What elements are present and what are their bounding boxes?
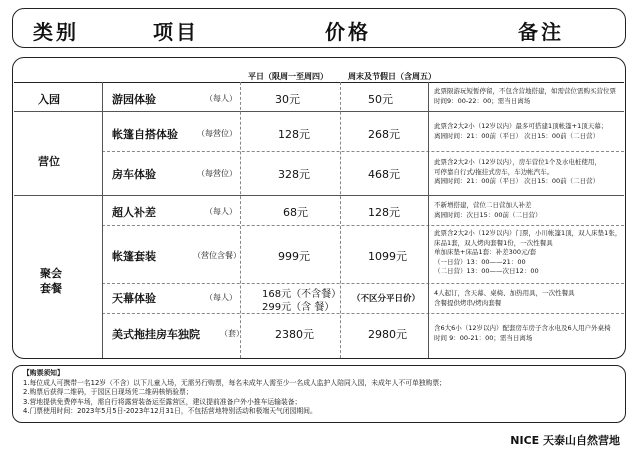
table-divider [102, 283, 624, 284]
item-unit: （每人） [205, 207, 237, 216]
header-category: 类别 [33, 20, 79, 44]
table-divider [240, 82, 241, 358]
price-weekday: 2380元 [275, 328, 314, 341]
price-weekend: 2980元 [368, 328, 407, 341]
purchase-notice [12, 365, 626, 423]
price-weekend: 268元 [368, 128, 400, 141]
category-camp: 营位 [38, 155, 60, 168]
item-unit: （每营位） [197, 169, 237, 178]
notice-line: 3.营地提供免费停车场，需自行将露营装备运至露营区，建议提前准备户外小推车运输装备； [23, 397, 302, 406]
item-name: 超人补差 [112, 206, 156, 219]
category-package: 聚会 套餐 [40, 267, 62, 295]
price-weekday: 68元 [283, 206, 308, 219]
item-name: 帐篷套装 [112, 250, 156, 263]
table-divider [428, 82, 429, 358]
row-note: 含6大6小（12岁以内）配套房车房子含水电及6人用户外桌椅 时间 9：00-21：00；需当日离场 [434, 324, 611, 342]
category-entry: 入园 [38, 93, 60, 106]
notice-line: 1.每位成人可携带一名12岁（不含）以下儿童入场，无需另行购票，每名未成年人需至少一名成人监护人陪同入园，未成年人不可单独购票； [23, 378, 446, 387]
item-unit: （每营位） [197, 129, 237, 138]
item-name: 帐篷自搭体验 [112, 128, 178, 141]
table-divider [340, 82, 341, 358]
subheader-weekend: 周末及节假日（含周五） [348, 72, 436, 81]
item-unit: （营位含餐） [193, 251, 241, 260]
price-weekday: 168元（不含餐） [262, 289, 342, 300]
brand-name: NICE 天泰山自然营地 [510, 434, 620, 447]
header-note: 备注 [518, 20, 564, 44]
notice-line: 4.门票使用时间：2023年5月5日-2023年12月31日，不包括营地特别活动和极端天气闭园期间。 [23, 407, 317, 416]
notice-line: 2.购票后获得二维码，于园区日现场凭二维码核销验票； [23, 388, 193, 397]
price-weekend: 1099元 [368, 250, 407, 263]
price-weekend: （不区分平日价） [352, 294, 421, 304]
table-divider [14, 111, 624, 112]
table-divider [14, 82, 624, 83]
price-weekday: 30元 [275, 93, 300, 106]
notice-title: 【购票须知】 [23, 369, 64, 377]
table-divider [102, 313, 624, 314]
row-note: 4人起订，含天幕、桌椅、加热用具，一次性餐具 含餐提供烤串/烤肉套餐 [434, 289, 575, 307]
item-name: 天幕体验 [112, 292, 156, 305]
row-note: 不新增搭建，营位二日营加人补差 离园时间：次日15：00前（二日营） [434, 201, 542, 219]
subheader-weekday: 平日（限周一至周四） [248, 72, 328, 81]
item-unit: （每人） [205, 94, 237, 103]
price-weekend: 128元 [368, 206, 400, 219]
price-weekday: 999元 [278, 250, 310, 263]
item-name: 美式拖挂房车独院 [112, 328, 200, 341]
price-weekday: 128元 [278, 128, 310, 141]
price-weekend: 50元 [368, 93, 393, 106]
item-unit: （套） [220, 329, 244, 338]
table-divider [102, 82, 103, 358]
row-note: 此票含2大2小（12岁以内）最多可搭建1顶帐篷+1顶天幕； 离园时间：21：00前（平日） 次日15：00前（二日营） [434, 122, 608, 140]
item-unit: （每人） [205, 293, 237, 302]
item-name: 房车体验 [112, 168, 156, 181]
row-note: 此票含2大2小（12岁以内），房车营位1个及水电桩使用， 可停靠自行式/拖挂式房车，车边帐汽车。 离园时间：21：00前（平日） 次日15：00前（二日营） [434, 158, 601, 185]
price-weekday: 328元 [278, 168, 310, 181]
header-item: 项目 [153, 20, 199, 44]
header-bar [12, 8, 626, 48]
table-divider [102, 151, 624, 152]
header-price: 价格 [325, 20, 371, 44]
item-name: 游园体验 [112, 93, 156, 106]
price-weekday-with-meal: 299元（含 餐） [262, 302, 335, 313]
table-divider [14, 195, 624, 196]
row-note: 此票限游玩短暂停留，不包含营地搭建，如需营位需购买营位票 时间9：00-22：00；需当日离场 [434, 87, 616, 105]
row-note: 此票含2大2小（12岁以内）门票，小川帐篷1顶，双人床垫1张， 床品1套，双人烤肉套餐1份，一次性餐具 单加床垫+床品1套：补差300元/套 （一日营）13：00——21：00 （二日营）13：00——次日12：00 [434, 229, 622, 275]
price-weekend: 468元 [368, 168, 400, 181]
table-divider [102, 225, 624, 226]
